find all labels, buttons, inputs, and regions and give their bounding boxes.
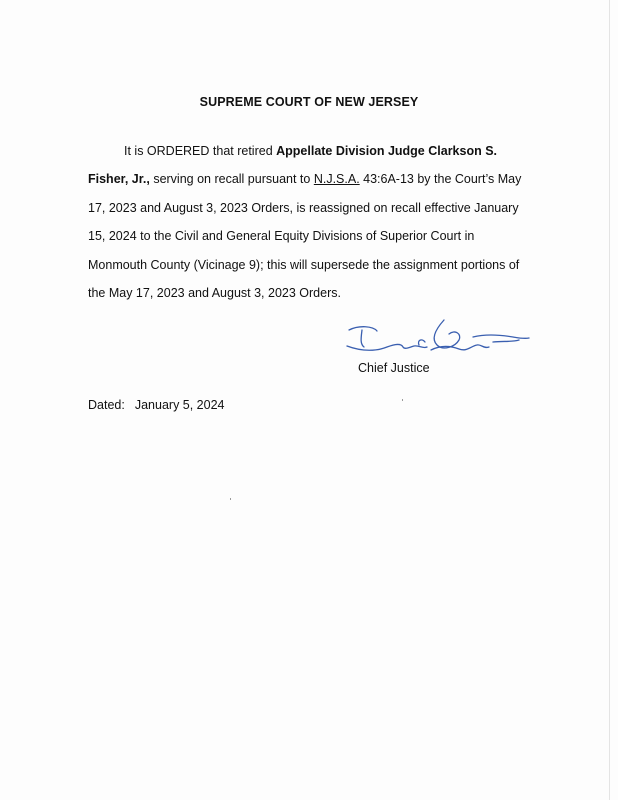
statute-reference: N.J.S.A. [313,172,360,187]
scan-speck [402,399,403,401]
scan-speck [230,498,231,500]
dated-line [88,398,225,412]
order-paragraph [88,137,534,307]
court-title: SUPREME COURT OF NEW JERSEY [199,95,419,109]
dated-label: Dated: [88,398,125,412]
order-text-part-3: 43:6A-13 by the Court’s May 17, 2023 and August 3, 2023 Orders, is reassigned on recall effective January 15, 2024 to the Civil and General Equity Divisions of Superior Court in Monmouth County (Vicinage 9); this will supersede the assignment portions of the May 17, 2023 and August 3, 2023 Orders. [88,172,522,301]
scan-edge-line [609,0,610,800]
order-text-part-1: It is ORDERED that retired [124,144,277,158]
order-text [88,137,534,307]
dated-value: January 5, 2024 [134,398,225,412]
judge-name: Appellate Division Judge Clarkson S. Fisher, Jr., [88,144,498,187]
order-text-part-2: serving on recall pursuant to [149,172,314,187]
chief-justice-signature [343,316,533,360]
signature-title: Chief Justice [358,361,430,375]
